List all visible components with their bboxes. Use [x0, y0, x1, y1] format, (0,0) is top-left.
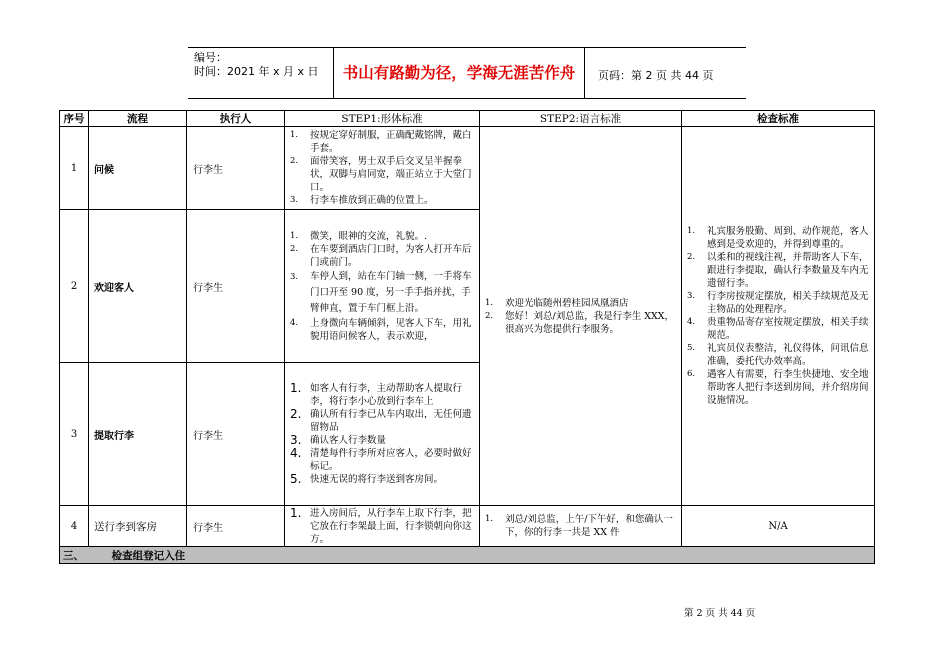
list-item: 3. 车停人到，站在车门轴一侧，一手将车门口开至 90 度，另一手手指并扰，手臂伸直，置于车门框上沿。: [290, 270, 472, 314]
section-cell: [60, 547, 875, 564]
row-executor: 行李生: [187, 506, 285, 547]
motto-box: [333, 48, 585, 98]
list-item: 2. 以柔和的视线注视，并帮助客人下车，跟进行李提取，确认行李数量及车内无遗留行李。: [687, 252, 869, 289]
list-item: 2. 确认所有行李已从车内取出，无任何遗留物品: [290, 407, 472, 433]
row-step1: [285, 506, 480, 547]
list-item: 4. 清楚每件行李所对应客人，必要时做好标记。: [290, 446, 472, 472]
table-header-row: [60, 111, 875, 127]
table-row: [60, 127, 875, 210]
row-num: 2: [60, 210, 89, 363]
list-item: 2. 在车要到酒店门口时，为客人打开车后门或前门。: [290, 243, 472, 268]
row-num: 1: [60, 127, 89, 210]
row-process: 送行李到客房: [89, 506, 187, 547]
row-step1: [285, 363, 480, 506]
row-process: 问候: [89, 127, 187, 210]
check-shared-cell: [682, 127, 875, 506]
section-title: 检查组登记入住: [111, 549, 186, 562]
row-step1: [285, 210, 480, 363]
col-header-executor: 执行人: [187, 111, 285, 127]
list-item: 1. 按规定穿好制服，正确配戴铭牌，戴白手套。: [290, 130, 472, 154]
col-header-check: 检查标准: [682, 111, 875, 127]
row-executor: 行李生: [187, 363, 285, 506]
list-item: 4. 贵重物品寄存室按规定摆放，相关手续规范。: [687, 317, 869, 341]
procedure-table: [59, 110, 875, 564]
list-item: 2. 面带笑容，男士双手后交叉呈半握拳状，双脚与肩同宽，端正站立于大堂门口。: [290, 156, 472, 193]
list-item: 1. 微笑，眼神的交流，礼貌。.: [290, 230, 428, 242]
row-check: N/A: [682, 506, 875, 547]
list-item: 3. 确认客人行李数量: [290, 433, 387, 447]
list-item: 5. 快速无误的将行李送到客房间。: [290, 472, 444, 486]
list-item: 4. 上身微向车辆倾斜，见客人下车，用礼貌用语问候客人，表示欢迎，: [290, 317, 472, 342]
list-item: 1. 如客人有行李，主动帮助客人提取行李，将行李小心放到行李车上: [290, 381, 463, 407]
list-item: 3. 行李房按规定摆放，相关手续规范及无主物品的处理程序。: [687, 291, 869, 315]
row-process: 提取行李: [89, 363, 187, 506]
col-header-process: 流程: [89, 111, 187, 127]
list-item: 3. 行李车推放到正确的位置上。: [290, 195, 434, 206]
list-item: 2. 您好！刘总/刘总监，我是行李生 XXX，很高兴为您提供行李服务。: [485, 310, 675, 335]
row-num: 4: [60, 506, 89, 547]
col-header-step1: STEP1:形体标准: [285, 111, 480, 127]
page-code: 页码：第 2 页 共 44 页: [598, 69, 714, 82]
list-item: 5. 礼宾员仪表整洁，礼仪得体，问讯信息准确，委托代办效率高。: [687, 343, 869, 367]
list-item: 1. 进入房间后，从行李车上取下行李，把它放在行李架最上面，行李锁朝向你这方。: [290, 505, 472, 545]
time-label: 时间：2021 年 x 月 x 日: [194, 65, 319, 78]
header-meta: [194, 51, 319, 79]
row-executor: 行李生: [187, 127, 285, 210]
number-label: 编号：: [194, 51, 227, 64]
col-header-step2: STEP2:语言标准: [480, 111, 682, 127]
row-process: 欢迎客人: [89, 210, 187, 363]
row-executor: 行李生: [187, 210, 285, 363]
list-item: 1. 礼宾服务殷勤、周到、动作规范，客人感到是受欢迎的，并得到尊重的。: [687, 226, 869, 250]
row-step1: [285, 127, 480, 210]
motto-text: 书山有路勤为径，学海无涯苦作舟: [342, 64, 576, 82]
section-row: [60, 547, 875, 564]
row-num: 3: [60, 363, 89, 506]
list-item: 6. 遇客人有需要，行李生快捷地、安全地帮助客人把行李送到房间，并介绍房间设施情况。: [687, 369, 869, 406]
step2-shared-cell: [480, 127, 682, 506]
list-item: 1. 刘总/刘总监，上午/下午好，和您确认一下，你的行李一共是 XX 件: [485, 514, 673, 538]
table-row: [60, 506, 875, 547]
col-header-num: 序号: [60, 111, 89, 127]
page-footer: 第 2 页 共 44 页: [684, 608, 756, 619]
page-header: [188, 47, 746, 99]
row-step2: [480, 506, 682, 547]
list-item: 1. 欢迎光临随州碧桂园凤凰酒店: [485, 297, 629, 309]
section-num: 三、: [63, 549, 84, 562]
